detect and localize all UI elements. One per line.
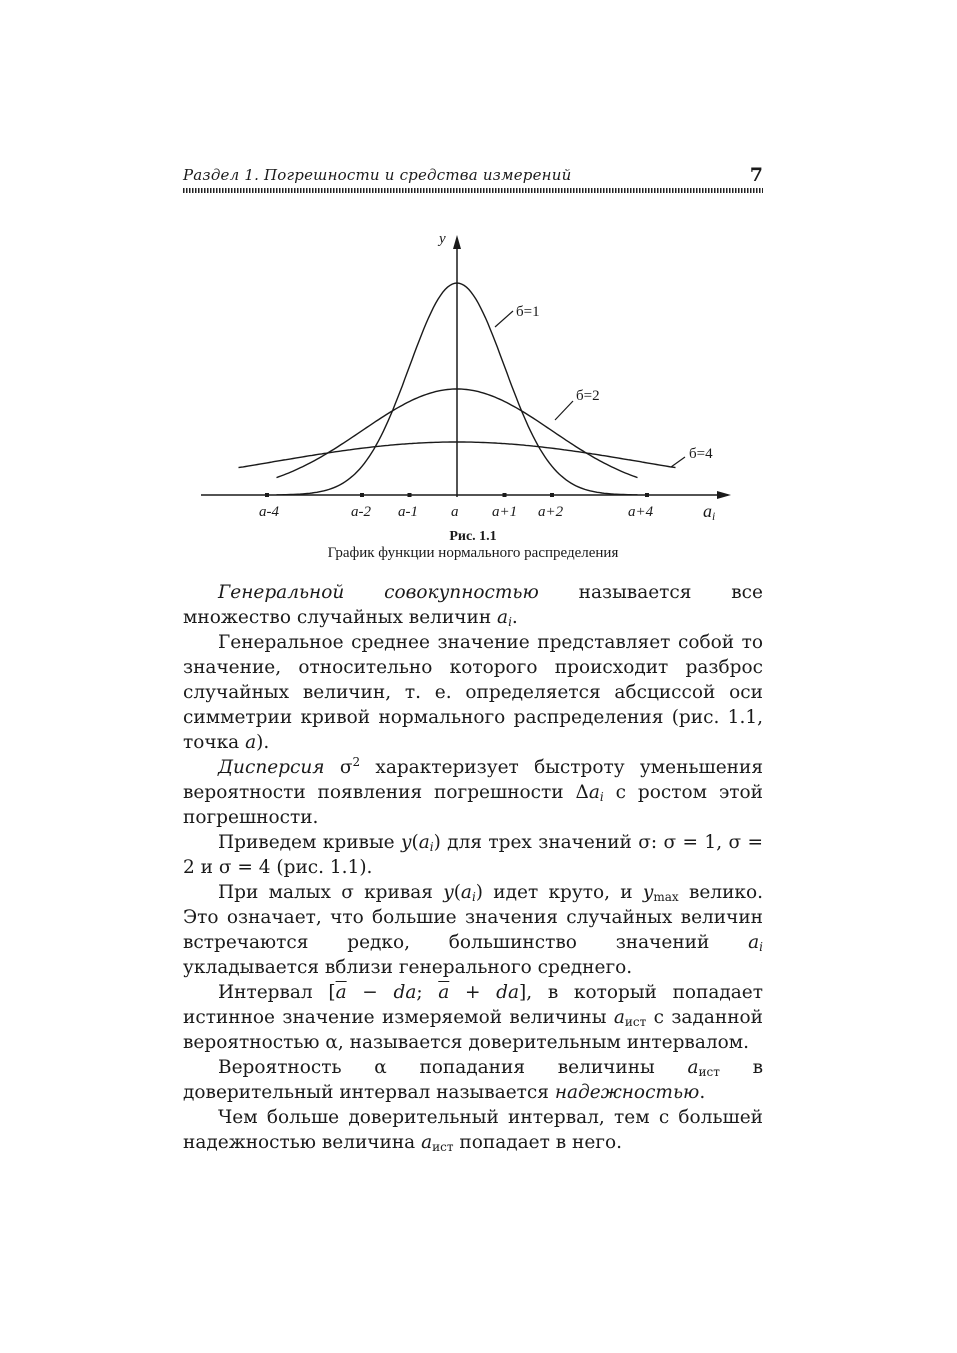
paragraph-curves: Приведем кривые $y(a_i)$ для трех значений σ: σ = 1, σ = 2 и σ = 4 (рис. 1.1). (183, 832, 763, 878)
paragraph-larger-interval: Чем больше доверительный интервал, тем с большей надежностью величина $a_{ист}$ попадает в него. (183, 1107, 763, 1154)
tick-mark-2 (550, 493, 554, 497)
paragraph-reliability: Вероятность α попадания величины $a_{ист}$ в доверительный интервал называется надежностью. (183, 1057, 763, 1103)
leader-line-sigma-1 (495, 311, 513, 327)
running-title: Раздел 1. Погрешности и средства измерений (183, 166, 572, 184)
x-axis-label: $a_i$ (703, 501, 716, 523)
curve-label-sigma-2: б=2 (576, 388, 600, 404)
tick-mark-minus-4 (265, 493, 269, 497)
normal-distribution-chart (183, 225, 763, 525)
paragraph-dispersion: Дисперсия $\sigma^2$ характеризует быстроту уменьшения вероятности появления погрешности $\Delta a_i$ с ростом этой погрешности. (183, 754, 764, 828)
leader-line-sigma-2 (555, 401, 573, 420)
leader-line-sigma-4 (671, 457, 685, 467)
tick-label-a-plus-2: a+2 (538, 504, 564, 520)
tick-mark-minus-2 (360, 493, 364, 497)
paragraph-general-population: Генеральной совокупностью называется все множество случайных величин $a_i$. (183, 582, 763, 629)
header-rule (183, 188, 763, 193)
paragraph-small-sigma: При малых σ кривая $y(a_i)$ идет круто, и $y_{max}$ велико. Это означает, что большие значения случайных величин встречаются редко, большинство значений $a_i$ укладывается вблизи генерального среднего. (183, 882, 763, 978)
tick-mark-4 (645, 493, 649, 497)
curve-label-sigma-4: б=4 (689, 446, 713, 462)
paragraph-interval: Интервал [$\overline{a}$ − da; $\overline{a} + da$], в который попадает истинное значение измеряемой величины $a_{ист}$ с заданной вероятностью α, называется доверительным интервалом. (183, 982, 763, 1053)
figure-caption-number: Рис. 1.1 (449, 529, 497, 544)
figure-normal-distribution (183, 225, 763, 525)
tick-label-a-minus-4: a-4 (259, 504, 279, 520)
y-axis-label: y (439, 231, 446, 247)
tick-mark-1 (503, 493, 507, 497)
tick-mark-minus-1 (408, 493, 412, 497)
tick-label-a-minus-2: a-2 (351, 504, 371, 520)
curve-label-sigma-1: б=1 (516, 304, 540, 320)
running-header (183, 164, 763, 194)
tick-label-a-plus-1: a+1 (492, 504, 518, 520)
x-axis-arrow (717, 491, 731, 499)
figure-caption-title: График функции нормального распределения (327, 545, 619, 561)
body-text (183, 580, 763, 1155)
y-axis-arrow (453, 235, 461, 249)
tick-label-a-plus-4: a+4 (628, 504, 654, 520)
tick-label-a: a (451, 504, 459, 520)
page-number: 7 (749, 164, 763, 186)
tick-label-a-minus-1: a-1 (398, 504, 418, 520)
paragraph-general-mean: Генеральное среднее значение представляет собой то значение, относительно которого происходит разброс случайных величин, т. е. определяется абсциссой оси симметрии кривой нормального распределения (рис. 1.1, точка a). (183, 632, 763, 753)
